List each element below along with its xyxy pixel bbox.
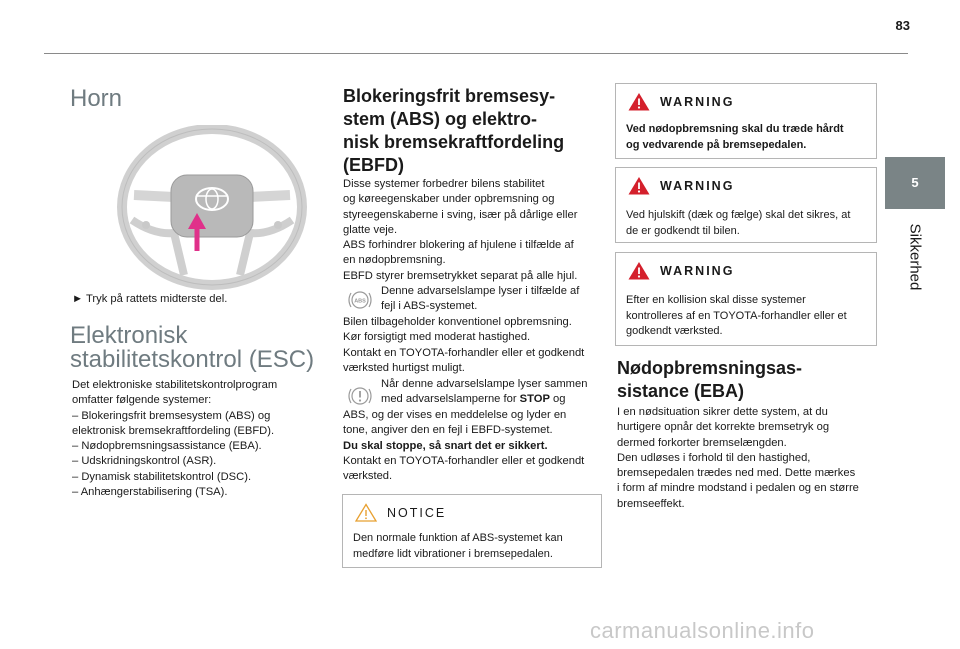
eba-line: Den udløses i forhold til den hastighed, xyxy=(617,451,811,464)
eba-line: i form af mindre modstand i pedalen og en større xyxy=(617,482,859,495)
stop-safely-line: Du skal stoppe, så snart det er sikkert. xyxy=(343,439,548,452)
abs-body-c xyxy=(343,408,584,484)
abs-line: Kør forsigtigt med moderat hastighed. xyxy=(343,331,531,344)
warning-triangle-icon xyxy=(628,176,650,195)
notice-line: Den normale funktion af ABS-systemet kan xyxy=(353,532,563,544)
abs-line: en nødopbremsning. xyxy=(343,254,446,267)
abs-body-b xyxy=(343,315,584,376)
brake-lamp-line-start: med advarselslamperne for xyxy=(381,393,520,406)
abs-line: EBFD styrer bremsetrykket separat på alle hjul. xyxy=(343,269,578,282)
brake-lamp-line: Når denne advarselslampe lyser sammen xyxy=(381,378,588,390)
horn-instruction: ► Tryk på rattets midterste del. xyxy=(72,293,228,305)
warning-header xyxy=(628,261,734,280)
esc-line: – Anhængerstabilisering (TSA). xyxy=(72,486,228,499)
abs-line: glatte veje. xyxy=(343,223,398,236)
notice-box xyxy=(342,494,602,568)
page-number: 83 xyxy=(895,18,910,33)
stop-word: STOP xyxy=(519,393,550,406)
abs-line: Kontakt en TOYOTA-forhandler eller et godkendt xyxy=(343,454,585,467)
eba-title xyxy=(617,357,802,403)
esc-line: – Blokeringsfrit bremsesystem (ABS) og xyxy=(72,409,271,422)
watermark: carmanualsonline.info xyxy=(590,618,815,643)
horn-title: Horn xyxy=(70,85,123,112)
warning-header xyxy=(628,92,734,111)
brake-lamp-text xyxy=(381,377,587,408)
eba-line: bremseeffekt. xyxy=(617,497,685,510)
warning-box-2 xyxy=(615,167,877,243)
header-rule xyxy=(44,53,908,54)
abs-lamp-line: Denne advarselslampe lyser i tilfælde af xyxy=(381,285,580,297)
abs-line: værksted hurtigst muligt. xyxy=(343,361,465,374)
warning-title: WARNING xyxy=(660,94,735,109)
esc-title-line1: Elektronisk xyxy=(70,322,188,349)
abs-line: værksted. xyxy=(343,470,393,483)
esc-body xyxy=(72,378,277,500)
abs-title-line: Blokeringsfrit bremsesy- xyxy=(343,86,556,106)
section-name: Sikkerhed xyxy=(906,223,924,291)
abs-line: Bilen tilbageholder konventionel opbremsning. xyxy=(343,316,572,328)
abs-title xyxy=(343,85,564,177)
notice-triangle-icon xyxy=(355,503,377,522)
eba-line: dermed forkorter bremselængden. xyxy=(617,436,787,449)
warning-triangle-icon xyxy=(628,261,650,280)
warning-title: WARNING xyxy=(660,263,735,278)
abs-line: og køreegenskaber under opbremsning og xyxy=(343,193,555,206)
warning-2-line: de er godkendt til bilen. xyxy=(626,224,740,237)
abs-line: ABS, og der vises en meddelelse og lyder en xyxy=(343,409,567,421)
esc-line: Det elektroniske stabilitetskontrolprogram xyxy=(72,379,278,391)
eba-line: I en nødsituation sikrer dette system, at du xyxy=(617,406,828,418)
esc-line: – Nødopbremsningsassistance (EBA). xyxy=(72,440,262,453)
warning-3-line: Efter en kollision skal disse systemer xyxy=(626,294,806,306)
brake-warning-lamp-icon xyxy=(347,385,373,407)
notice-title: NOTICE xyxy=(387,505,447,520)
notice-header xyxy=(355,503,446,522)
warning-1-line: og vedvarende på bremsepedalen. xyxy=(626,138,807,151)
section-label xyxy=(888,212,942,302)
abs-title-line: nisk bremsekraftfordeling xyxy=(343,132,565,152)
eba-title-line: sistance (EBA) xyxy=(617,381,745,401)
eba-line: hurtigere opnår det korrekte bremsetryk og xyxy=(617,421,830,434)
abs-title-line: (EBFD) xyxy=(343,155,404,175)
esc-line: – Udskridningskontrol (ASR). xyxy=(72,455,217,468)
eba-body xyxy=(617,405,859,512)
warning-box-3 xyxy=(615,252,877,346)
abs-lamp-line: fejl i ABS-systemet. xyxy=(381,300,478,313)
warning-2-line: Ved hjulskift (dæk og fælge) skal det sikres, at xyxy=(626,209,851,221)
notice-line: medføre lidt vibrationer i bremsepedalen. xyxy=(353,547,553,560)
esc-line: elektronisk bremsekraftfordeling (EBFD). xyxy=(72,424,275,437)
abs-lamp-text xyxy=(381,284,579,315)
steering-wheel-illustration xyxy=(114,125,310,290)
abs-warning-lamp-icon xyxy=(347,289,373,311)
abs-line: Kontakt en TOYOTA-forhandler eller et godkendt xyxy=(343,346,585,359)
esc-line: omfatter følgende systemer: xyxy=(72,394,212,407)
warning-2-body xyxy=(626,208,850,239)
abs-body-a xyxy=(343,177,577,284)
eba-title-line: Nødopbremsningsas- xyxy=(617,358,803,378)
brake-lamp-line xyxy=(381,392,587,407)
section-tab[interactable]: 5 xyxy=(885,157,945,209)
eba-line: bremsepedalen trædes ned med. Dette mærkes xyxy=(617,467,856,480)
warning-title: WARNING xyxy=(660,178,735,193)
warning-3-line: kontrolleres af en TOYOTA-forhandler eller et xyxy=(626,309,847,322)
warning-3-body xyxy=(626,293,847,340)
warning-triangle-icon xyxy=(628,92,650,111)
abs-line: tone, angiver den en fejl i EBFD-systemet. xyxy=(343,424,553,437)
notice-body xyxy=(353,531,563,562)
warning-1-line: Ved nødopbremsning skal du træde hårdt xyxy=(626,123,844,135)
abs-line: styreegenskaberne i sving, især på dårlige eller xyxy=(343,208,578,221)
abs-title-line: stem (ABS) og elektro- xyxy=(343,109,538,129)
esc-line: – Dynamisk stabilitetskontrol (DSC). xyxy=(72,470,252,483)
esc-title-line2: stabilitetskontrol (ESC) xyxy=(70,346,315,373)
abs-line: ABS forhindrer blokering af hjulene i tilfælde af xyxy=(343,239,574,252)
warning-header xyxy=(628,176,734,195)
abs-line: Disse systemer forbedrer bilens stabilitet xyxy=(343,178,545,190)
warning-1-body xyxy=(626,122,844,153)
warning-box-1 xyxy=(615,83,877,159)
abs-icon-label: ABS xyxy=(354,298,366,305)
brake-lamp-line-end: og xyxy=(549,393,566,406)
warning-3-line: godkendt værksted. xyxy=(626,325,723,337)
